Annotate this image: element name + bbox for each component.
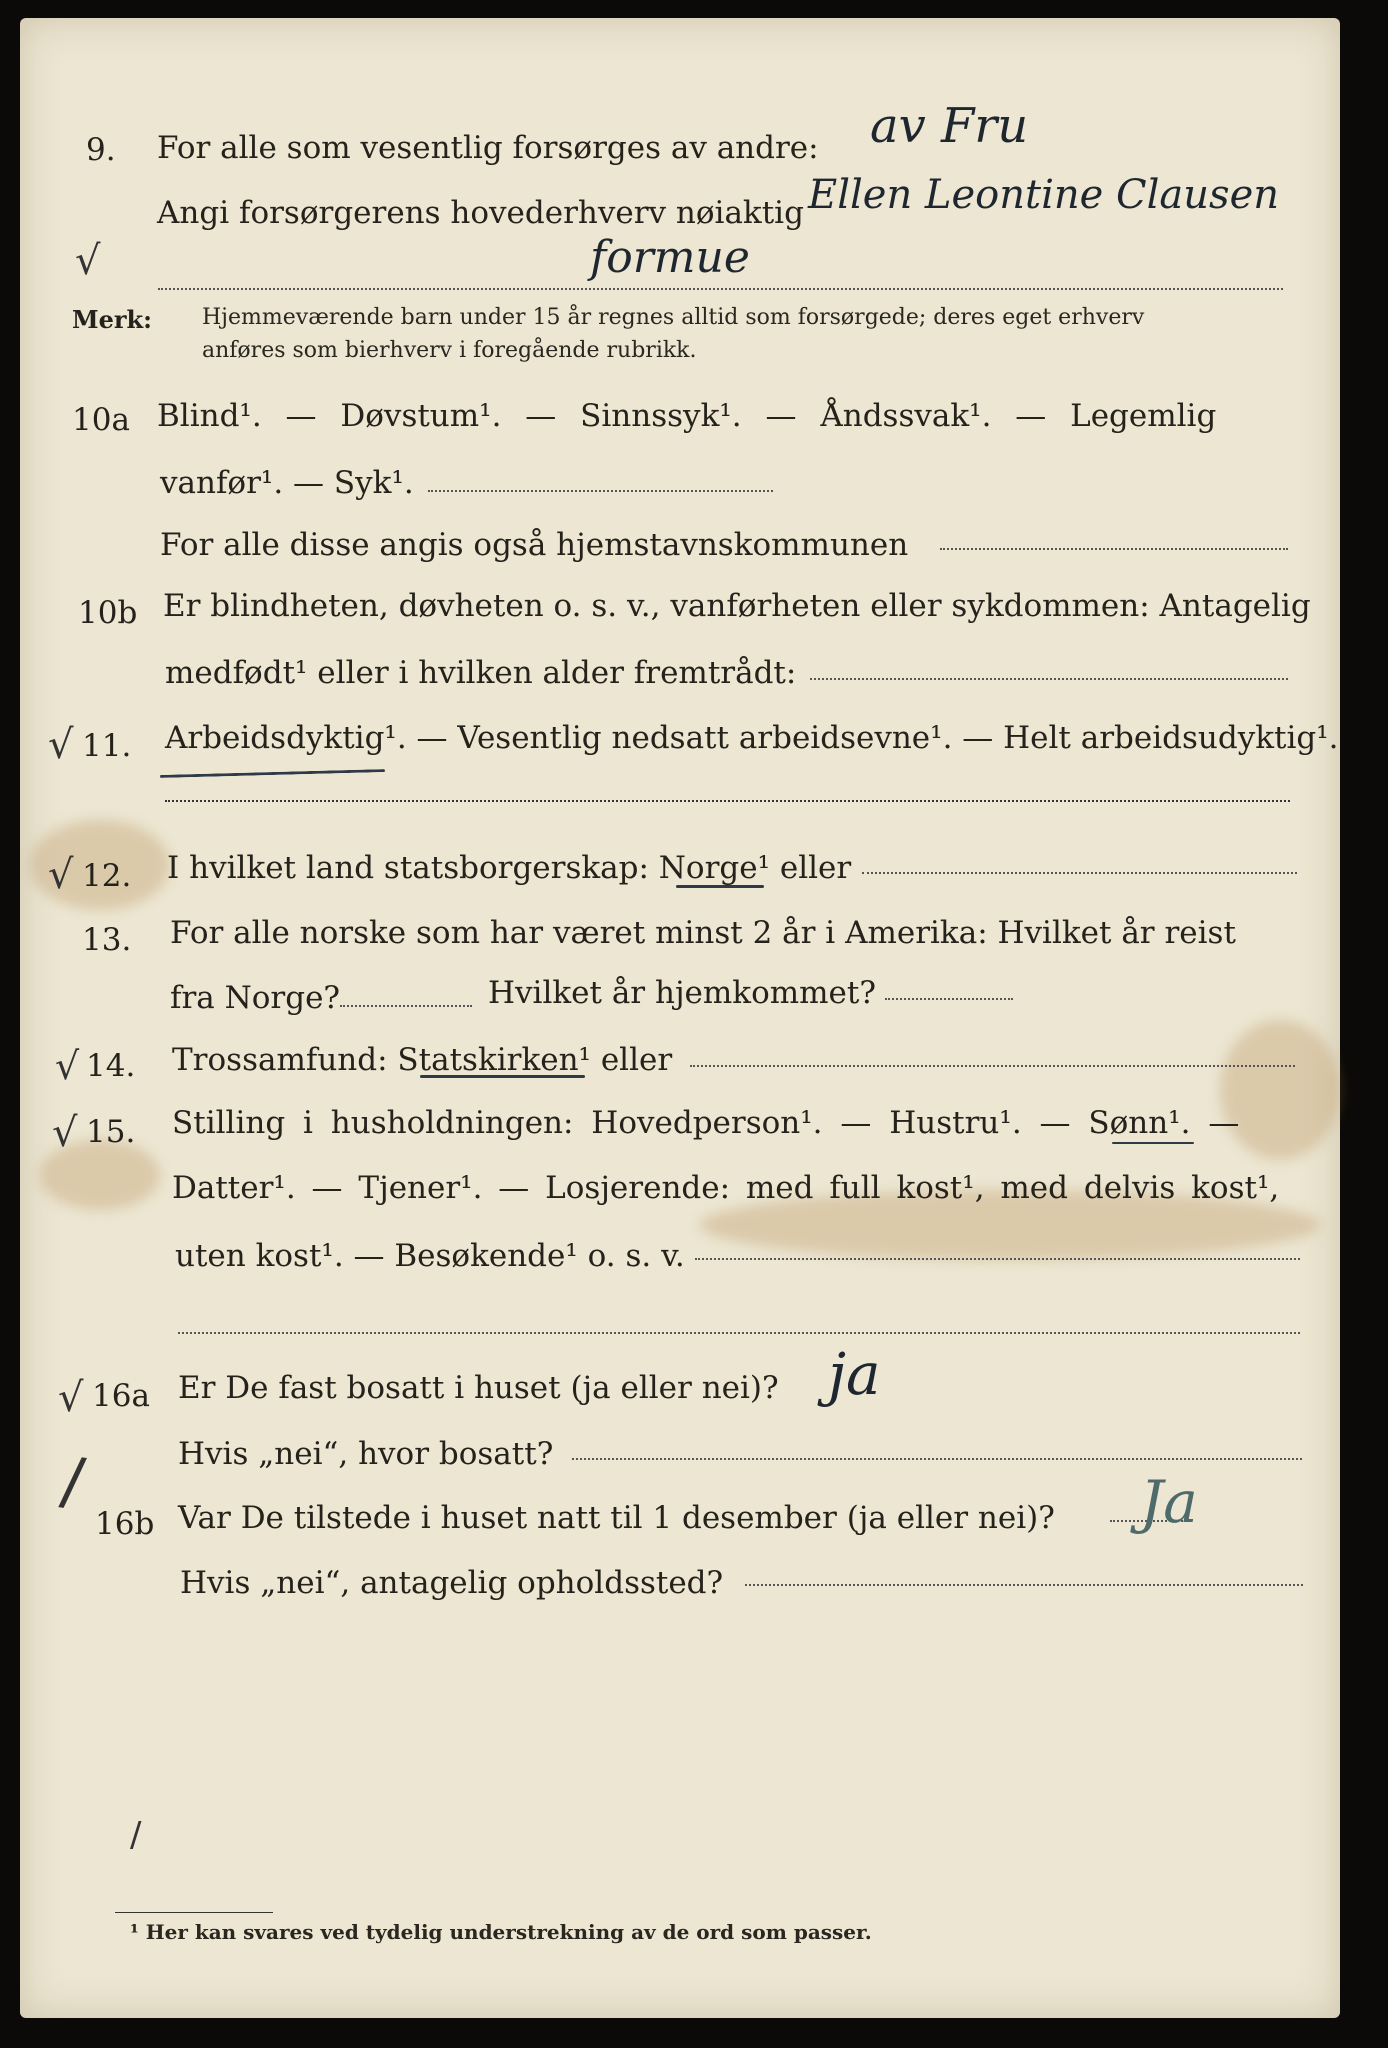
underline-mark xyxy=(1112,1142,1194,1144)
question-text: Stilling i husholdningen: Hovedperson¹. — Hustru¹. — Sønn¹. — xyxy=(172,1105,1240,1141)
handwritten-answer: av Fru xyxy=(870,98,1029,154)
note-label: Merk: xyxy=(72,305,152,334)
check-mark: √ xyxy=(48,722,74,768)
answer-line xyxy=(572,1458,1302,1460)
handwritten-answer: formue xyxy=(590,232,750,283)
item-number: 12. xyxy=(82,858,132,894)
question-text: For alle disse angis også hjemstavnskommunen xyxy=(160,527,909,563)
question-text: vanfør¹. — Syk¹. xyxy=(160,465,414,501)
check-mark: √ xyxy=(55,1044,80,1088)
handwritten-answer: Ellen Leontine Clausen xyxy=(808,172,1279,218)
question-text: Angi forsørgerens hovederhverv nøiaktig xyxy=(157,195,804,231)
answer-line xyxy=(862,872,1297,874)
item-number: 16a xyxy=(92,1378,150,1414)
question-text: For alle som vesentlig forsørges av andre: xyxy=(157,130,819,166)
item-number: 10a xyxy=(72,402,130,438)
answer-line xyxy=(428,490,773,492)
answer-line xyxy=(695,1258,1300,1260)
question-text: uten kost¹. — Besøkende¹ o. s. v. xyxy=(175,1238,685,1274)
question-text: Er blindheten, døvheten o. s. v., vanførheten eller sykdommen: Antagelig xyxy=(163,588,1311,624)
underline-mark xyxy=(420,1075,585,1078)
question-text: Datter¹. — Tjener¹. — Losjerende: med full kost¹, med delvis kost¹, xyxy=(172,1170,1280,1206)
note-text: anføres som bierhverv i foregående rubrikk. xyxy=(202,338,697,363)
question-text: Hvilket år hjemkommet? xyxy=(488,975,876,1011)
answer-line xyxy=(745,1584,1303,1586)
note-text: Hjemmeværende barn under 15 år regnes alltid som forsørgede; deres eget erhverv xyxy=(202,305,1145,330)
footnote-rule xyxy=(115,1912,273,1913)
check-mark: √ xyxy=(48,852,74,898)
check-mark: √ xyxy=(75,238,101,284)
question-text: fra Norge? xyxy=(170,980,341,1016)
check-mark: √ xyxy=(52,1110,78,1156)
answer-line xyxy=(690,1065,1295,1067)
answer-line xyxy=(810,678,1288,680)
check-mark: / xyxy=(56,1443,89,1521)
item-number: 9. xyxy=(86,132,116,168)
answer-line xyxy=(885,998,1013,1000)
question-text: Arbeidsdyktig¹. — Vesentlig nedsatt arbeidsevne¹. — Helt arbeidsudyktig¹. xyxy=(165,720,1339,756)
question-text: Hvis „nei“, hvor bosatt? xyxy=(178,1436,554,1472)
item-number: 14. xyxy=(86,1048,136,1084)
handwritten-answer: Ja xyxy=(1140,1468,1198,1536)
item-number: 10b xyxy=(78,595,138,631)
item-number: 16b xyxy=(95,1506,155,1542)
item-number: 15. xyxy=(86,1114,136,1150)
underline-mark xyxy=(676,885,764,888)
question-text: Blind¹. — Døvstum¹. — Sinnssyk¹. — Åndssvak¹. — Legemlig xyxy=(157,398,1217,434)
stray-mark: / xyxy=(130,1815,142,1855)
question-text: For alle norske som har været minst 2 år i Amerika: Hvilket år reist xyxy=(170,915,1236,951)
handwritten-answer: ja xyxy=(828,1340,881,1408)
question-text: Er De fast bosatt i huset (ja eller nei)? xyxy=(178,1370,779,1406)
item-number: 11. xyxy=(82,728,132,764)
question-text: I hvilket land statsborgerskap: Norge¹ eller xyxy=(167,850,852,886)
question-text: medfødt¹ eller i hvilken alder fremtrådt: xyxy=(165,655,797,691)
check-mark: √ xyxy=(58,1375,84,1421)
answer-line xyxy=(178,1332,1300,1334)
answer-line xyxy=(158,288,1283,290)
item-number: 13. xyxy=(82,922,132,958)
answer-line xyxy=(340,1005,472,1007)
footnote-text: ¹ Her kan svares ved tydelig understrekning av de ord som passer. xyxy=(130,1920,872,1944)
answer-line xyxy=(940,548,1288,550)
question-text: Trossamfund: Statskirken¹ eller xyxy=(172,1042,673,1078)
answer-line xyxy=(165,800,1290,802)
question-text: Hvis „nei“, antagelig opholdssted? xyxy=(180,1565,724,1601)
question-text: Var De tilstede i huset natt til 1 desember (ja eller nei)? xyxy=(178,1500,1055,1536)
